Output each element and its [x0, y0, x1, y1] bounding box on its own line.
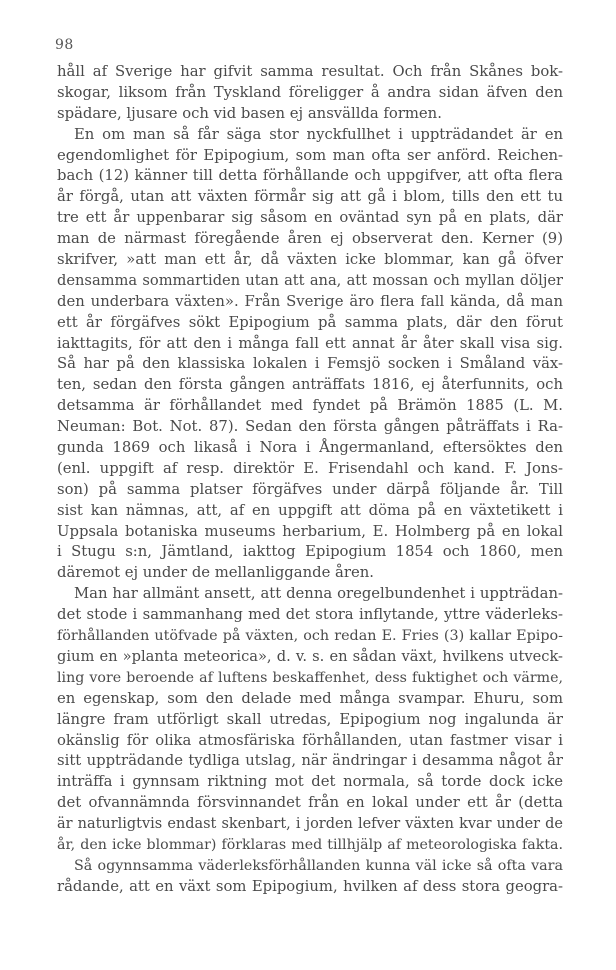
text-line: det stode i sammanhang med det stora inflytande, yttre väderleks-	[57, 606, 563, 624]
text-line: man de närmast föregående åren ej observerat den. Kerner (9)	[57, 230, 563, 248]
text-line: son) på samma platser förgäfves under därpå följande år. Till	[57, 480, 563, 498]
text-line: den underbara växten». Från Sverige äro flera fall kända, då man	[57, 292, 563, 310]
text-line: skogar, liksom från Tyskland föreligger å andra sidan äfven den	[57, 83, 563, 101]
text-line: detsamma är förhållandet med fyndet på Brämön 1885 (L. M.	[57, 397, 563, 415]
text-line: spädare, ljusare och vid basen ej ansvällda formen.	[57, 104, 442, 122]
text-line: bach (12) känner till detta förhållande och uppgifver, att ofta flera	[57, 167, 563, 185]
text-line: det ofvannämnda försvinnandet från en lokal under ett år (detta	[57, 794, 563, 812]
text-line: år, den icke blommar) förklaras med tillhjälp af meteorologiska fakta.	[57, 836, 563, 853]
text-line: förhållanden utöfvade på växten, och redan E. Fries (3) kallar Epipo-	[57, 628, 563, 645]
text-line: en egenskap, som den delade med många svampar. Ehuru, som	[57, 689, 563, 707]
text-line: Så ogynnsamma väderleksförhållanden kunna väl icke så ofta vara	[74, 857, 563, 874]
text-line: år förgå, utan att växten förmår sig att gå i blom, tills den ett tu	[57, 188, 563, 206]
text-line: sitt uppträdande tydliga utslag, när ändringar i desamma något år	[57, 752, 563, 770]
text-line: gunda 1869 och likaså i Nora i Ångermanland, eftersöktes den	[57, 439, 563, 457]
text-line: är naturligtvis endast skenbart, i jorden lefver växten kvar under de	[57, 816, 563, 833]
text-line: gium en »planta meteorica», d. v. s. en sådan växt, hvilkens utveck-	[57, 647, 563, 665]
text-line: densamma sommartiden utan att ana, att mossan och myllan döljer	[57, 271, 563, 289]
text-line: ett år förgäfves sökt Epipogium på samma plats, där den förut	[57, 313, 563, 331]
text-line: Så har på den klassiska lokalen i Femsjö socken i Småland väx-	[57, 355, 563, 373]
page-number: 98	[55, 37, 74, 53]
text-line: ten, sedan den första gången anträffats 1816, ej återfunnits, och	[57, 376, 563, 394]
body-text	[57, 62, 563, 898]
text-line: (enl. uppgift af resp. direktör E. Frisendahl och kand. F. Jons-	[57, 459, 563, 477]
text-line: rådande, att en växt som Epipogium, hvilken af dess stora geogra-	[57, 877, 563, 895]
text-line: Neuman: Bot. Not. 87). Sedan den första gången påträffats i Ra-	[57, 418, 563, 436]
text-line: längre fram utförligt skall utredas, Epipogium nog ingalunda är	[57, 710, 563, 728]
text-line: En om man så får säga stor nyckfullhet i uppträdandet är en	[74, 125, 563, 143]
text-line: sist kan nämnas, att, af en uppgift att döma på en växtetikett i	[57, 501, 563, 519]
text-line: håll af Sverige har gifvit samma resultat. Och från Skånes bok-	[57, 63, 563, 80]
text-line: inträffa i gynnsam riktning mot det normala, så torde dock icke	[57, 773, 563, 791]
text-line: iakttagits, för att den i många fall ett annat år åter skall visa sig.	[57, 334, 563, 352]
text-line: Man har allmänt ansett, att denna oregelbundenhet i uppträdan-	[74, 585, 563, 603]
text-line: skrifver, »att man ett år, då växten icke blommar, kan gå öfver	[57, 251, 563, 269]
text-line: tre ett år uppenbarar sig såsom en oväntad syn på en plats, där	[57, 209, 563, 227]
text-line: däremot ej under de mellanliggande åren.	[57, 564, 374, 582]
text-line: ling vore beroende af luftens beskaffenhet, dess fuktighet och värme,	[57, 669, 563, 686]
text-line: okänslig för olika atmosfäriska förhållanden, utan fastmer visar i	[57, 731, 563, 749]
text-line: egendomlighet för Epipogium, som man ofta ser anförd. Reichen-	[57, 146, 563, 164]
text-line: i Stugu s:n, Jämtland, iakttog Epipogium 1854 och 1860, men	[57, 543, 563, 561]
text-line: Uppsala botaniska museums herbarium, E. Holmberg på en lokal	[57, 522, 563, 540]
